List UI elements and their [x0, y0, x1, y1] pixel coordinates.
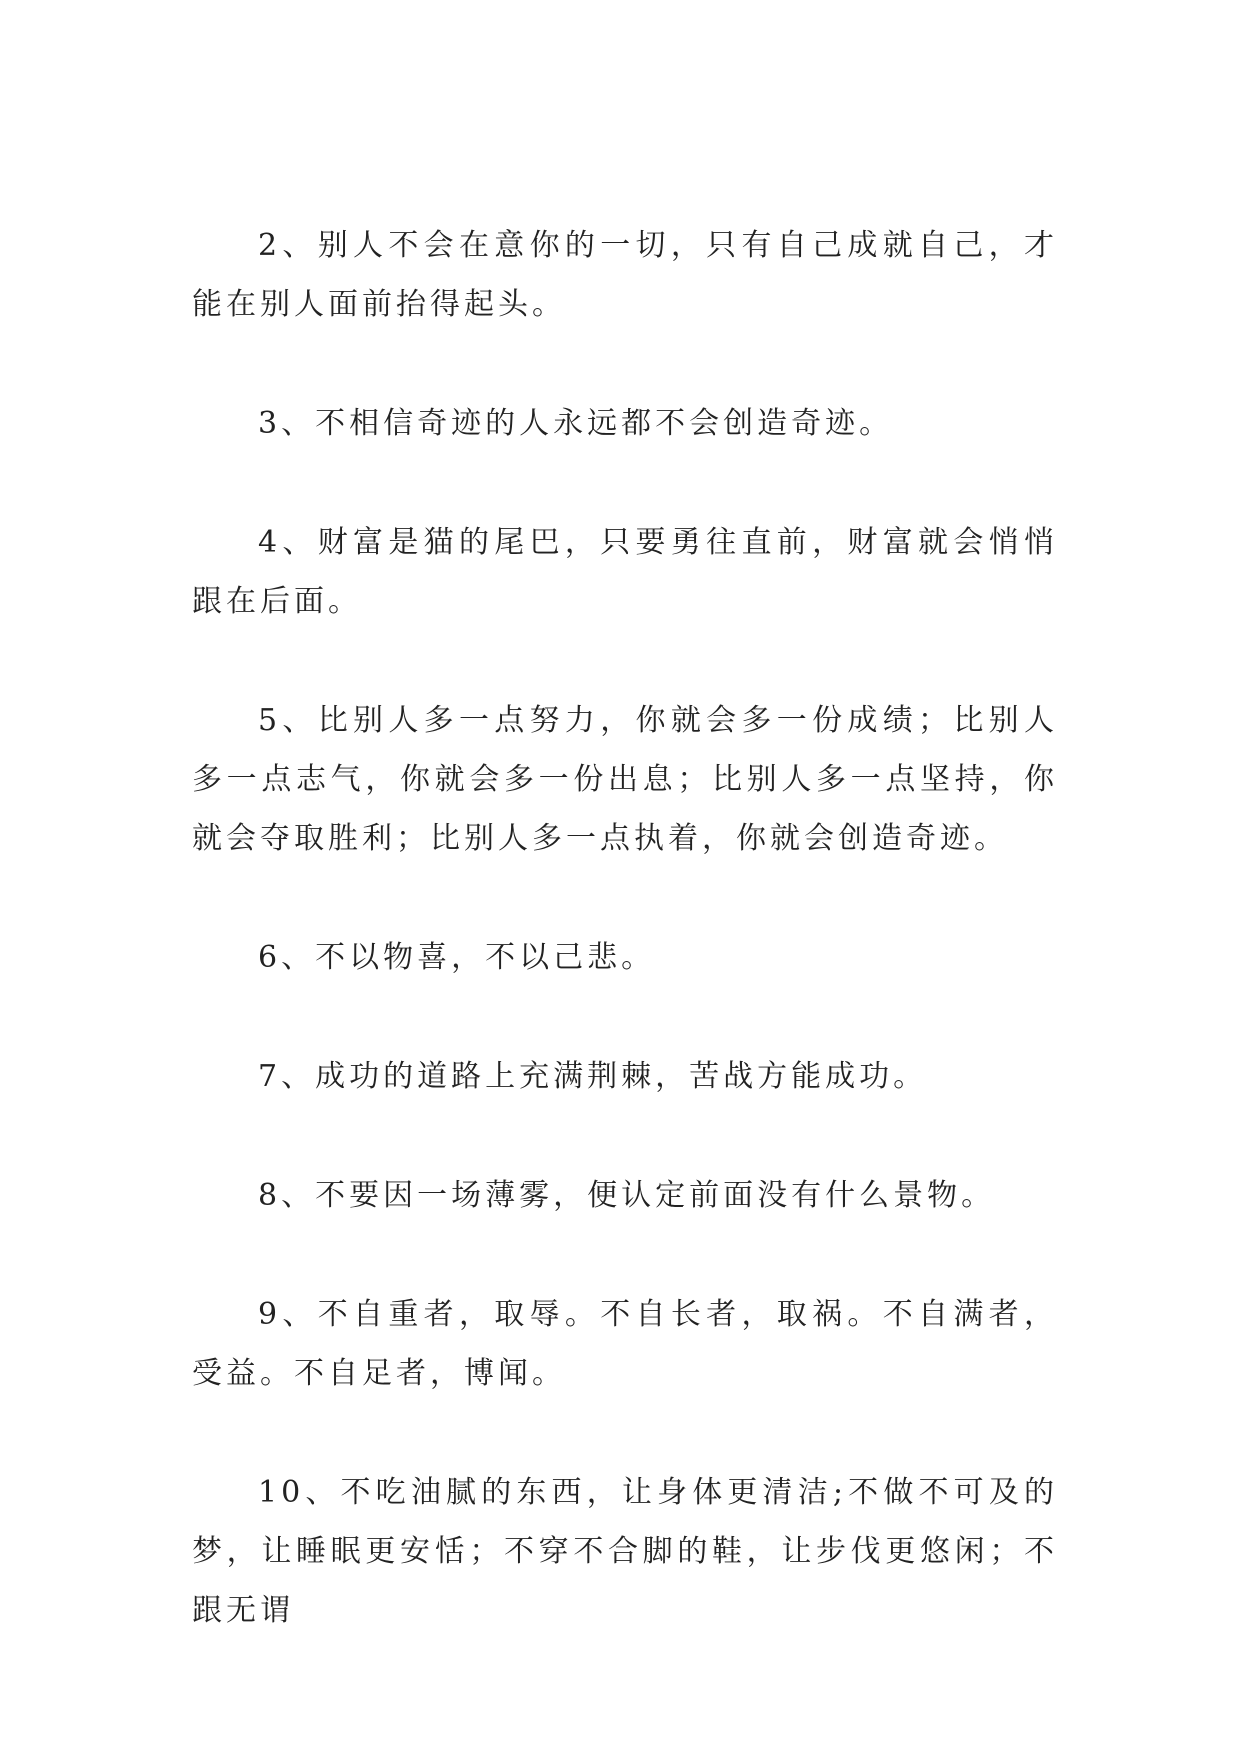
paragraph-6: 6、不以物喜，不以己悲。: [258, 940, 656, 975]
paragraph-2: 2、别人不会在意你的一切，只有自己成就自己，才能在别人面前抬得起头。: [192, 228, 1058, 322]
paragraph-7: 7、成功的道路上充满荆棘，苦战方能成功。: [258, 1059, 928, 1094]
document-body: [192, 216, 1058, 1700]
paragraph-5: 5、比别人多一点努力，你就会多一份成绩；比别人多一点志气，你就会多一份出息；比别人多一点坚持，你就会夺取胜利；比别人多一点执着，你就会创造奇迹。: [192, 703, 1058, 856]
paragraph-4: 4、财富是猫的尾巴，只要勇往直前，财富就会悄悄跟在后面。: [192, 525, 1058, 619]
paragraph-8: 8、不要因一场薄雾，便认定前面没有什么景物。: [258, 1178, 996, 1213]
paragraph-9: 9、不自重者，取辱。不自长者，取祸。不自满者，受益。不自足者，博闻。: [192, 1297, 1058, 1391]
paragraph-10: 10、不吃油腻的东西，让身体更清洁;不做不可及的梦，让睡眠更安恬；不穿不合脚的鞋，让步伐更悠闲；不跟无谓: [192, 1475, 1058, 1628]
paragraph-3: 3、不相信奇迹的人永远都不会创造奇迹。: [258, 406, 894, 441]
